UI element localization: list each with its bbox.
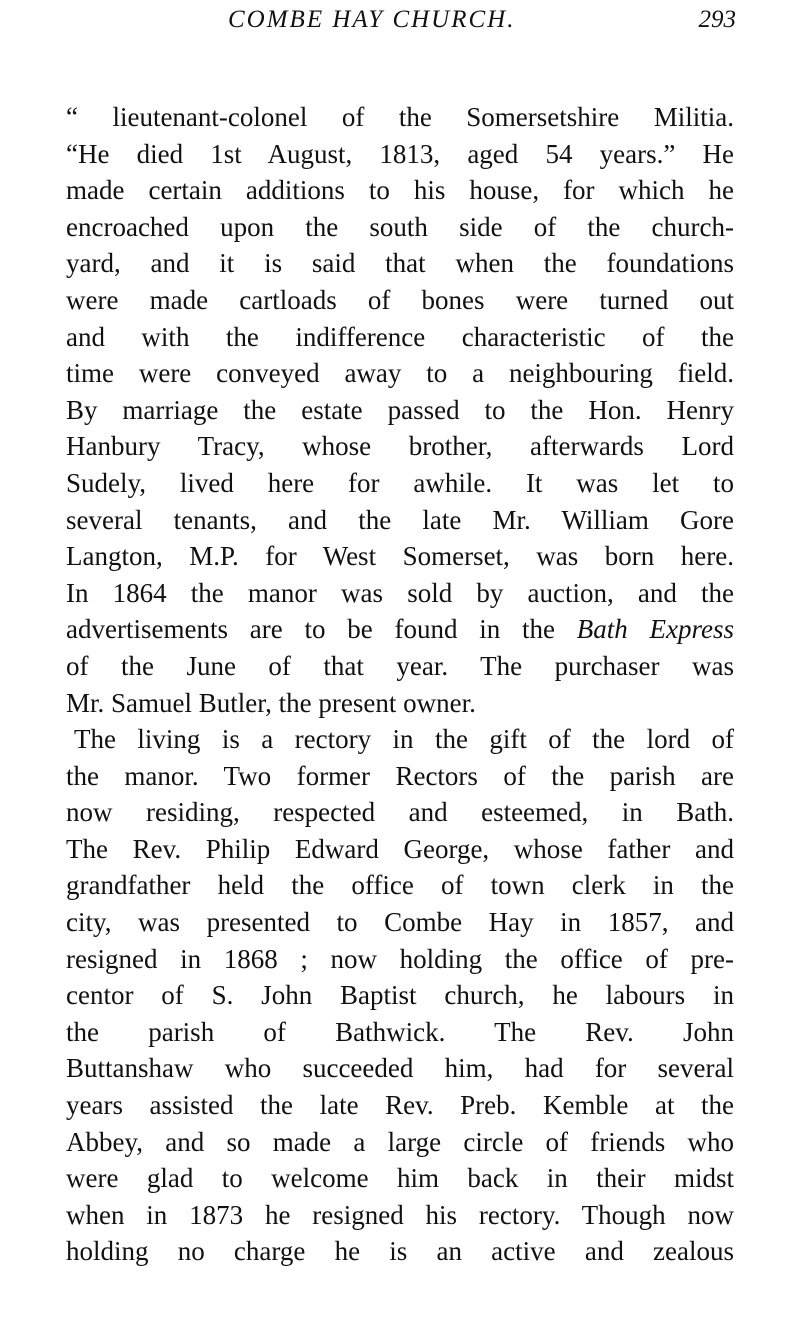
text-line <box>66 172 734 209</box>
text-line <box>66 611 734 648</box>
line-text: Sudely, lived here for awhile. It was let to <box>66 467 734 498</box>
line-text: Abbey, and so made a large circle of friends who <box>66 1126 734 1157</box>
text-line <box>66 575 734 612</box>
text-line <box>66 904 734 941</box>
body-text <box>66 99 734 1270</box>
line-text: By marriage the estate passed to the Hon. Henry <box>66 394 734 425</box>
text-line <box>66 502 734 539</box>
line-text: advertisements are to be found in the <box>66 614 577 645</box>
line-text: “ lieutenant-colonel of the Somersetshire Militia. <box>66 102 734 132</box>
text-line <box>66 136 734 173</box>
text-line <box>66 538 734 575</box>
line-text: holding no charge he is an active and zealous <box>66 1236 734 1267</box>
text-line <box>66 209 734 246</box>
page-number: 293 <box>698 6 736 33</box>
text-line <box>66 355 734 392</box>
line-text: now residing, respected and esteemed, in Bath. <box>66 797 734 828</box>
text-line <box>66 685 734 722</box>
line-text: The living is a rectory in the gift of the lord of <box>74 724 734 755</box>
text-line <box>66 1014 734 1051</box>
line-text: grandfather held the office of town clerk in the <box>66 870 734 901</box>
text-line <box>66 648 734 685</box>
line-text: In 1864 the manor was sold by auction, and the <box>66 577 734 608</box>
text-line <box>66 319 734 356</box>
text-line <box>66 831 734 868</box>
text-line <box>66 1197 734 1234</box>
text-line <box>66 794 734 831</box>
line-text: and with the indifference characteristic of the <box>66 321 734 352</box>
line-text: the parish of Bathwick. The Rev. John <box>66 1016 734 1047</box>
text-line <box>66 1124 734 1161</box>
line-text: when in 1873 he resigned his rectory. Though now <box>66 1199 734 1230</box>
line-text: time were conveyed away to a neighbouring field. <box>66 358 734 389</box>
page-header <box>228 6 736 42</box>
line-text: “He died 1st August, 1813, aged 54 years.” He <box>66 138 734 169</box>
italic-text: Bath Express <box>576 614 734 645</box>
line-text: yard, and it is said that when the foundations <box>66 248 734 279</box>
text-line <box>66 1160 734 1197</box>
running-title: COMBE HAY CHURCH. <box>228 6 516 33</box>
text-line <box>66 758 734 795</box>
line-text: centor of S. John Baptist church, he labours in <box>66 980 734 1011</box>
text-line <box>66 1087 734 1124</box>
text-line <box>66 392 734 429</box>
line-text: Buttanshaw who succeeded him, had for several <box>66 1053 734 1084</box>
text-line <box>66 721 734 758</box>
text-line <box>66 1050 734 1087</box>
line-text: several tenants, and the late Mr. William Gore <box>66 504 734 535</box>
text-line <box>66 1233 734 1270</box>
line-text: Langton, M.P. for West Somerset, was born here. <box>66 541 734 572</box>
line-text: The Rev. Philip Edward George, whose father and <box>66 833 734 864</box>
text-line <box>66 867 734 904</box>
text-line <box>66 99 734 136</box>
line-text: Hanbury Tracy, whose brother, afterwards Lord <box>66 431 734 462</box>
text-line <box>66 941 734 978</box>
line-text: resigned in 1868 ; now holding the office of pre- <box>66 943 734 974</box>
text-line <box>66 977 734 1014</box>
line-text: the manor. Two former Rectors of the parish are <box>66 760 734 791</box>
line-text: made certain additions to his house, for which he <box>66 175 734 206</box>
line-text: were made cartloads of bones were turned out <box>66 284 734 315</box>
line-text: of the June of that year. The purchaser was <box>66 650 734 681</box>
text-line <box>66 282 734 319</box>
line-text: encroached upon the south side of the church- <box>66 211 734 242</box>
text-line <box>66 245 734 282</box>
text-line <box>66 428 734 465</box>
line-text: city, was presented to Combe Hay in 1857, and <box>66 907 734 938</box>
line-text: Mr. Samuel Butler, the present owner. <box>66 687 476 718</box>
line-text: years assisted the late Rev. Preb. Kemble at the <box>66 1090 734 1121</box>
line-text: were glad to welcome him back in their midst <box>66 1163 734 1194</box>
text-line <box>66 465 734 502</box>
